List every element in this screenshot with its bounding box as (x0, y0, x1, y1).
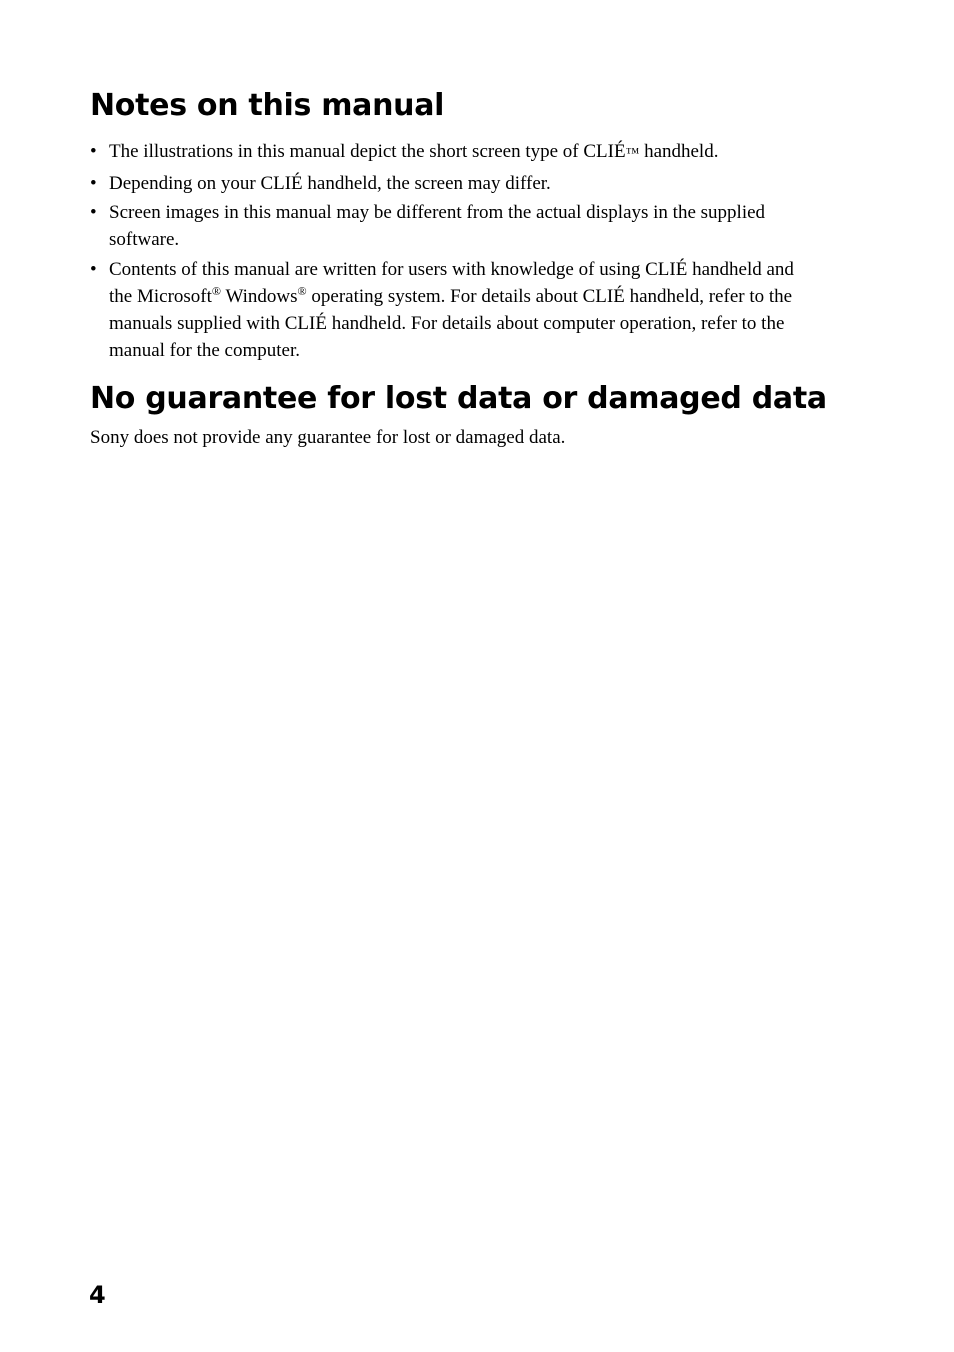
bullet-text: Screen images in this manual may be different from the actual displays in the supplied software. (109, 202, 766, 250)
bullet-text: Contents of this manual are written for users with knowledge of using CLIÉ handheld and the Microsoft (109, 258, 794, 307)
bullet-text: Depending on your CLIÉ handheld, the screen may differ. (109, 172, 551, 194)
bullet-item (90, 138, 820, 167)
trademark-symbol: ™ (625, 146, 640, 161)
bullet-item (90, 170, 820, 197)
bullet-text: The illustrations in this manual depict the short screen type of CLIÉ (109, 141, 626, 162)
bullet-item (90, 256, 820, 364)
notes-bullet-list (90, 138, 820, 366)
page-number: 4 (89, 1281, 106, 1309)
bullet-marker: • (90, 202, 97, 223)
bullet-text: operating system. For details about CLIÉ handheld, refer to the manuals supplied with CLIÉ handheld. For details about computer operation, refer to the manual for the computer. (109, 285, 793, 361)
bullet-marker: • (90, 258, 97, 280)
registered-symbol: ® (211, 283, 222, 298)
bullet-text: Windows (221, 285, 298, 307)
bullet-marker: • (90, 141, 97, 162)
bullet-marker: • (90, 172, 97, 194)
section-heading-notes: Notes on this manual (90, 88, 445, 123)
no-guarantee-body: Sony does not provide any guarantee for lost or damaged data. (90, 427, 566, 448)
bullet-item (90, 199, 820, 253)
registered-symbol: ® (297, 283, 307, 298)
bullet-text: handheld. (639, 141, 719, 162)
section-heading-no-guarantee: No guarantee for lost data or damaged data (90, 381, 827, 416)
